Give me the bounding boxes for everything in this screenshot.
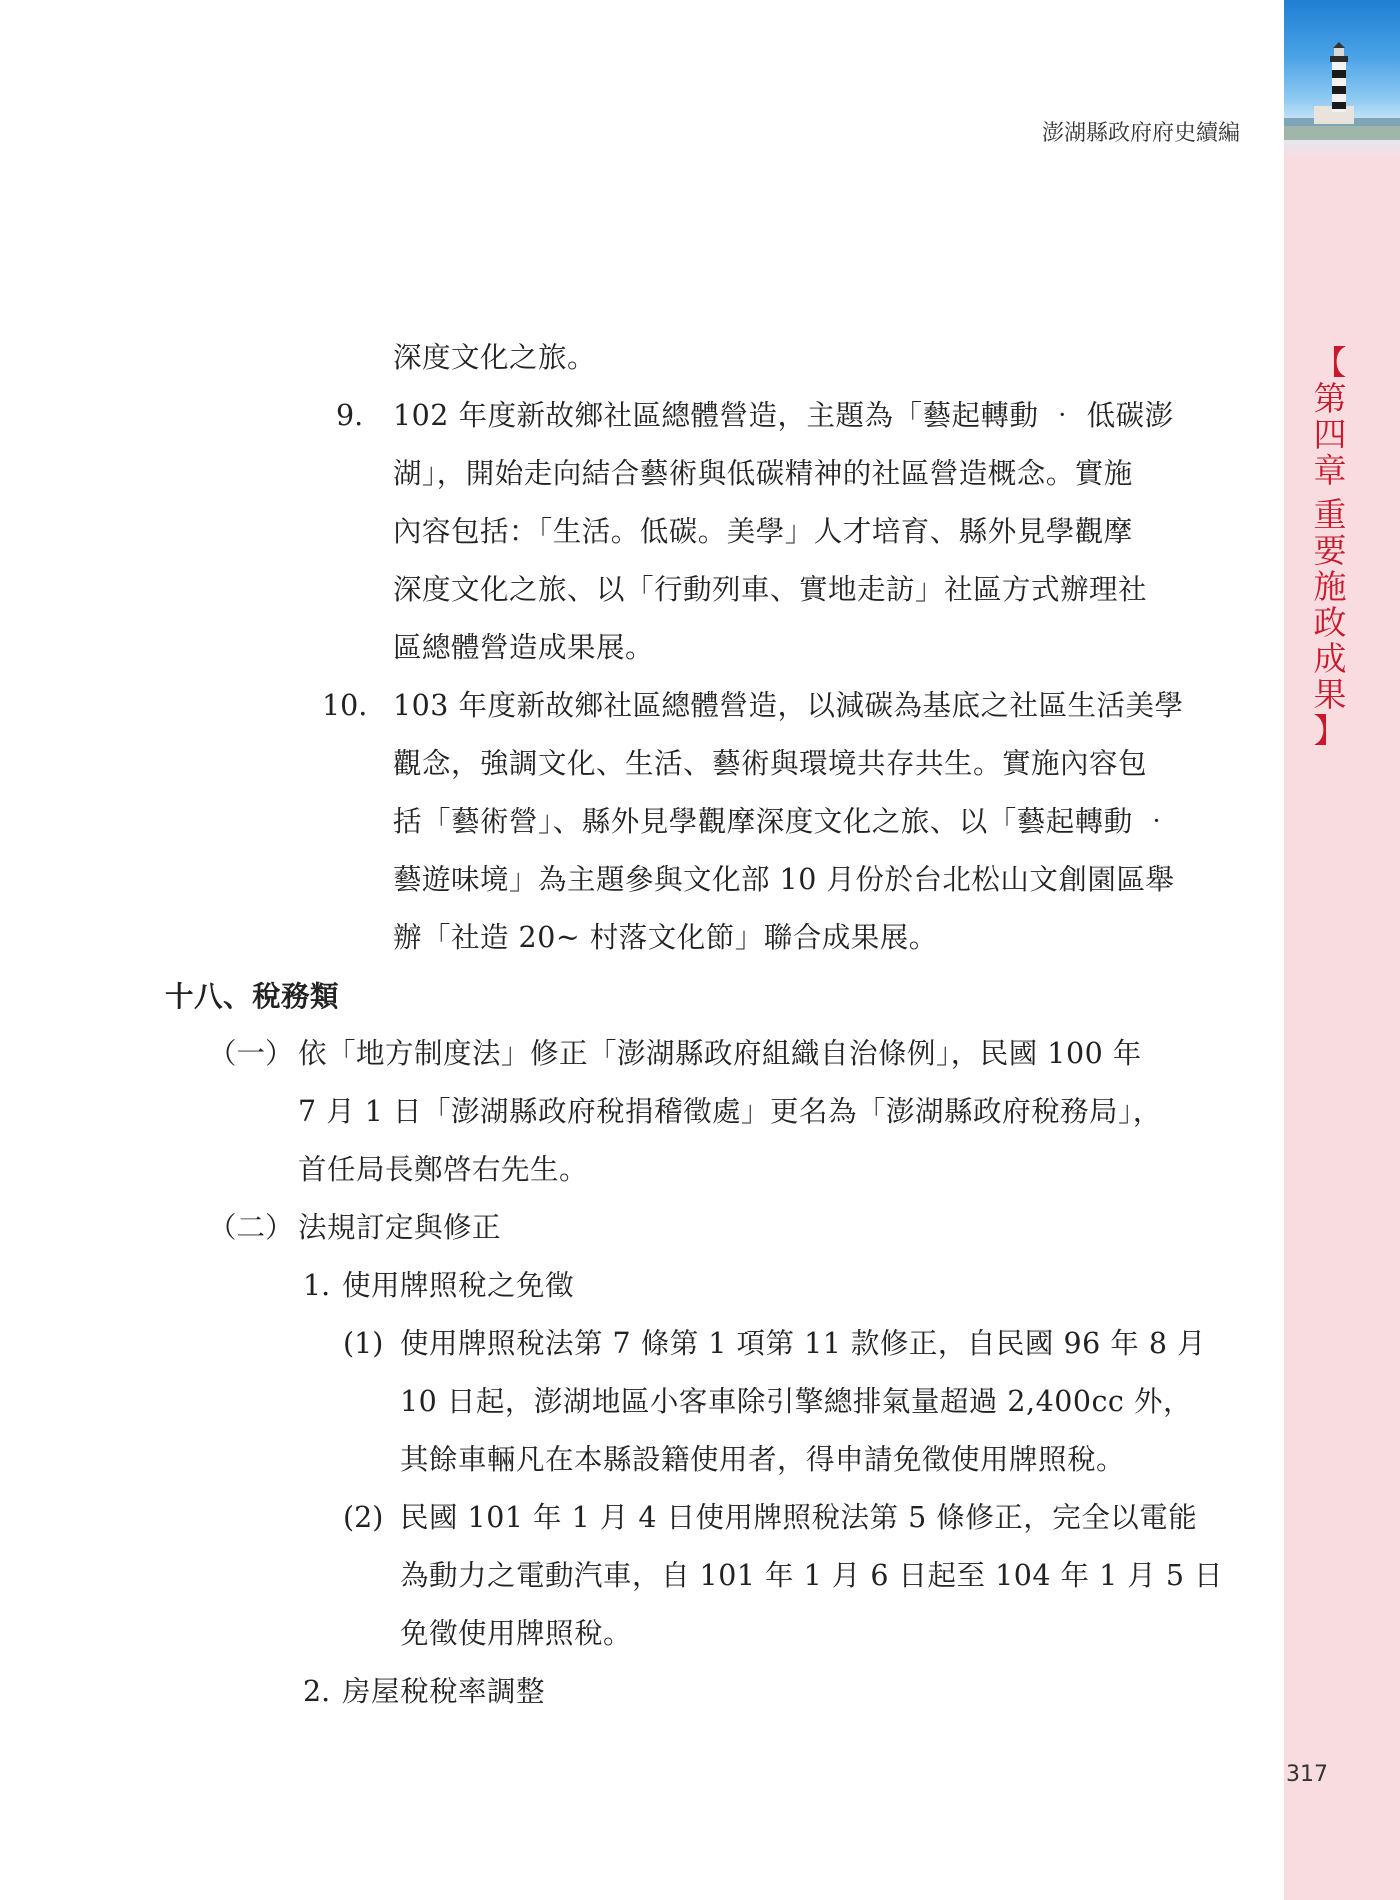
lighthouse-photo: [1284, 0, 1400, 160]
paragraph-line: 民國 101 年 1 月 4 日使用牌照稅法第 5 條修正，完全以電能: [400, 1501, 1198, 1534]
item-number: (1): [343, 1327, 384, 1360]
chapter-char: 成: [1313, 639, 1347, 678]
paragraph-line: 102 年度新故鄉社區總體營造，主題為「藝起轉動 ‧ 低碳澎: [393, 399, 1174, 432]
paragraph-line: 區總體營造成果展。: [393, 631, 655, 664]
paragraph-line: 10 日起，澎湖地區小客車除引擎總排氣量超過 2,400cc 外，: [400, 1385, 1192, 1418]
item-number: 10.: [322, 689, 368, 722]
chapter-char: 重: [1313, 495, 1347, 534]
paragraph-line: 免徵使用牌照稅。: [400, 1617, 633, 1650]
paragraph-line: 括「藝術營」、縣外見學觀摩深度文化之旅、以「藝起轉動 ‧: [393, 805, 1172, 838]
lighthouse-icon: [1284, 0, 1400, 160]
item-number: 1.: [303, 1269, 331, 1302]
item-number: 2.: [303, 1675, 331, 1708]
paragraph-line: 觀念，強調文化、生活、藝術與環境共存共生。實施內容包: [393, 747, 1148, 780]
chapter-char: 第: [1313, 379, 1347, 418]
item-title: 房屋稅稅率調整: [342, 1675, 546, 1708]
paragraph-line: 其餘車輛凡在本縣設籍使用者，得申請免徵使用牌照稅。: [400, 1443, 1126, 1476]
paragraph-line: 內容包括：「生活。低碳。美學」人才培育、縣外見學觀摩: [393, 515, 1133, 548]
chapter-char: 政: [1313, 603, 1347, 642]
chapter-title: [1308, 345, 1352, 749]
paragraph-line: 103 年度新故鄉社區總體營造，以減碳為基底之社區生活美學: [393, 689, 1184, 722]
item-number: 9.: [336, 399, 364, 432]
chapter-char: 四: [1313, 415, 1347, 454]
chapter-sidebar: [1284, 0, 1400, 1900]
chapter-char: 【: [1313, 343, 1347, 382]
paragraph-line: 深度文化之旅。: [393, 341, 597, 374]
chapter-char: 要: [1313, 531, 1347, 570]
chapter-char: 果: [1313, 675, 1347, 714]
item-number: (2): [343, 1501, 384, 1534]
running-title: 澎湖縣政府府史續編: [1041, 121, 1240, 146]
item-title: 使用牌照稅之免徵: [342, 1269, 575, 1302]
paragraph-line: 依「地方制度法」修正「澎湖縣政府組織自治條例」，民國 100 年: [298, 1037, 1142, 1070]
chapter-char: 章: [1313, 451, 1347, 490]
paragraph-line: 使用牌照稅法第 7 條第 1 項第 11 款修正，自民國 96 年 8 月: [400, 1327, 1207, 1360]
paragraph-line: 湖」，開始走向結合藝術與低碳精神的社區營造概念。實施: [393, 457, 1133, 490]
sub-label: （二）: [208, 1211, 294, 1244]
paragraph-line: 為動力之電動汽車，自 101 年 1 月 6 日起至 104 年 1 月 5 日: [400, 1559, 1224, 1592]
chapter-char: 】: [1313, 711, 1347, 750]
sub-label: （一）: [208, 1037, 294, 1070]
paragraph-line: 辦「社造 20~ 村落文化節」聯合成果展。: [393, 921, 938, 954]
paragraph-line: 深度文化之旅、以「行動列車、實地走訪」社區方式辦理社: [393, 573, 1148, 606]
section-heading: 十八、稅務類: [165, 979, 340, 1013]
paragraph-line: 藝遊味境」為主題參與文化部 10 月份於台北松山文創園區舉: [393, 863, 1175, 896]
page-number: 317: [1286, 1762, 1328, 1787]
chapter-char: 施: [1313, 567, 1347, 606]
subsection-title: 法規訂定與修正: [298, 1211, 502, 1244]
paragraph-line: 7 月 1 日「澎湖縣政府稅捐稽徵處」更名為「澎湖縣政府稅務局」，: [298, 1095, 1162, 1128]
paragraph-line: 首任局長鄭啓右先生。: [298, 1153, 589, 1186]
